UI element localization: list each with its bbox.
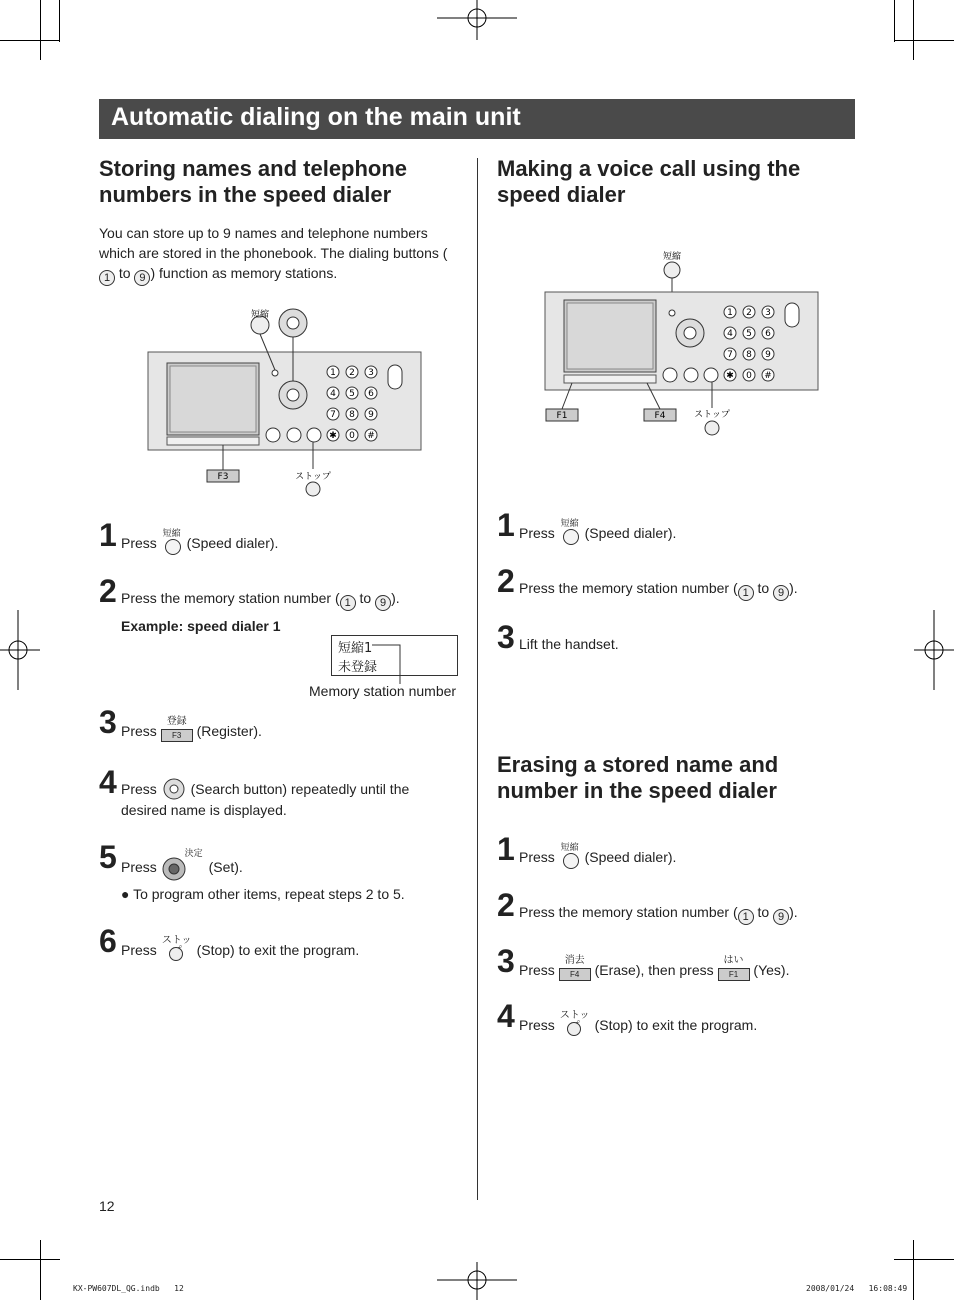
speed-dialer-key-icon: 短縮 xyxy=(161,528,183,556)
stop-key-label-right: ストップ xyxy=(694,410,730,420)
step-3-text: Press 登録 F3 (Register). xyxy=(121,716,262,744)
erase-step-1-text: Press 短縮 (Speed dialer). xyxy=(519,842,676,870)
base-unit-diagram-left xyxy=(145,305,425,500)
registration-mark-top xyxy=(437,0,517,40)
bullet-note: ● To program other items, repeat steps 2 to 5. xyxy=(121,886,405,902)
svg-text:3: 3 xyxy=(368,368,374,378)
registration-mark-right xyxy=(914,610,954,690)
key-1-icon: 1 xyxy=(738,585,754,601)
step-number: 1 xyxy=(497,507,515,543)
page-banner xyxy=(99,99,855,139)
step-4-text: Press (Search button) repeatedly until the desired name is displayed. xyxy=(121,778,421,820)
crop-mark xyxy=(894,0,895,42)
step-5-text: Press 決定 (Set). xyxy=(121,852,243,880)
intro-text-c: ) function as memory stations. xyxy=(150,265,338,281)
svg-text:#: # xyxy=(764,371,772,381)
voice-step-3-text: Lift the handset. xyxy=(519,636,619,652)
step-number: 2 xyxy=(497,887,515,923)
step-number: 6 xyxy=(99,923,117,959)
svg-text:4: 4 xyxy=(330,389,336,399)
intro-text-b: to xyxy=(115,265,135,281)
step-1-text: Press 短縮 (Speed dialer). xyxy=(121,528,278,556)
set-key-icon: 決定 xyxy=(161,852,205,880)
step-6-text: Press ストッ (Stop) to exit the program. xyxy=(121,935,359,963)
svg-text:短縮: 短縮 xyxy=(250,310,270,320)
svg-text:1: 1 xyxy=(330,368,336,378)
svg-text:4: 4 xyxy=(727,329,733,339)
crop-mark xyxy=(913,1240,914,1300)
f1-key-label: F1 xyxy=(556,411,568,421)
svg-text:7: 7 xyxy=(330,410,336,420)
section-heading-voice-call: Making a voice call using the speed dialer xyxy=(497,156,801,207)
key-9-icon: 9 xyxy=(134,270,150,286)
crop-mark xyxy=(40,0,41,60)
svg-text:9: 9 xyxy=(368,410,374,420)
crop-mark xyxy=(0,40,60,41)
key-9-icon: 9 xyxy=(375,595,391,611)
yes-key-icon: はい F1 xyxy=(718,955,750,983)
svg-text:0: 0 xyxy=(349,431,355,441)
step-number: 2 xyxy=(99,573,117,609)
svg-text:9: 9 xyxy=(765,350,771,360)
crop-mark xyxy=(894,1259,954,1260)
key-1-icon: 1 xyxy=(99,270,115,286)
erase-key-icon: 消去 F4 xyxy=(559,955,591,983)
crop-mark xyxy=(894,40,954,41)
page-number: 12 xyxy=(99,1198,115,1214)
svg-text:6: 6 xyxy=(765,329,771,339)
step-number: 3 xyxy=(497,943,515,979)
stop-key-icon: ストッ xyxy=(161,935,193,963)
speed-dialer-key-icon: 短縮 xyxy=(559,842,581,870)
page-title: Automatic dialing on the main unit xyxy=(111,103,521,131)
intro-paragraph xyxy=(99,223,449,286)
print-timestamp: 2008/01/24 16:08:49 xyxy=(806,1284,908,1293)
svg-text:#: # xyxy=(367,431,375,441)
registration-mark-left xyxy=(0,610,40,690)
section-heading-erasing: Erasing a stored name and number in the speed dialer xyxy=(497,752,779,803)
memory-station-caption: Memory station number xyxy=(309,683,457,699)
step-number: 1 xyxy=(497,831,515,867)
column-divider xyxy=(477,158,478,1200)
key-1-icon: 1 xyxy=(340,595,356,611)
voice-step-2-text: Press the memory station number ( 1 to 9 ). xyxy=(519,580,798,599)
crop-mark xyxy=(40,1240,41,1300)
svg-text:✱: ✱ xyxy=(726,371,734,381)
svg-text:2: 2 xyxy=(746,308,752,318)
step-number: 3 xyxy=(497,619,515,655)
erase-step-3-text: Press 消去 F4 (Erase), then press はい F1 (Yes). xyxy=(519,955,789,983)
speed-dialer-key-icon: 短縮 xyxy=(559,518,581,546)
stop-key-icon: ストッ xyxy=(559,1010,591,1038)
registration-mark-bottom xyxy=(437,1262,517,1300)
callout-line xyxy=(370,640,410,685)
lcd-line-2: 未登録 xyxy=(338,660,378,675)
crop-mark xyxy=(0,1259,60,1260)
svg-text:0: 0 xyxy=(746,371,752,381)
file-slug: KX-PW607DL_QG.indb 12 xyxy=(73,1284,184,1293)
crop-mark xyxy=(913,0,914,60)
svg-text:✱: ✱ xyxy=(329,431,337,441)
erase-step-4-text: Press ストッ (Stop) to exit the program. xyxy=(519,1010,757,1038)
voice-step-1-text: Press 短縮 (Speed dialer). xyxy=(519,518,676,546)
svg-text:6: 6 xyxy=(368,389,374,399)
svg-text:5: 5 xyxy=(349,389,355,399)
svg-text:2: 2 xyxy=(349,368,355,378)
intro-text-a: You can store up to 9 names and telephone numbers which are stored in the phonebook. The dialing buttons ( xyxy=(99,225,448,261)
step-2-text: Press the memory station number ( 1 to 9 ). xyxy=(121,590,400,609)
base-unit-diagram-right xyxy=(542,245,822,440)
step-number: 4 xyxy=(99,764,117,800)
step-number: 2 xyxy=(497,563,515,599)
key-9-icon: 9 xyxy=(773,909,789,925)
step-number: 1 xyxy=(99,517,117,553)
speed-key-label-right: 短縮 xyxy=(662,252,682,262)
example-label: Example: speed dialer 1 xyxy=(121,618,281,634)
f3-key-label: F3 xyxy=(217,472,229,482)
key-9-icon: 9 xyxy=(773,585,789,601)
crop-mark xyxy=(59,0,60,42)
step-number: 4 xyxy=(497,998,515,1034)
svg-text:8: 8 xyxy=(349,410,355,420)
key-1-icon: 1 xyxy=(738,909,754,925)
stop-key-label: ストップ xyxy=(295,472,331,482)
svg-text:5: 5 xyxy=(746,329,752,339)
f4-key-label: F4 xyxy=(654,411,666,421)
register-key-icon: 登録 F3 xyxy=(161,716,193,744)
search-button-icon xyxy=(161,778,187,800)
svg-text:3: 3 xyxy=(765,308,771,318)
erase-step-2-text: Press the memory station number ( 1 to 9 ). xyxy=(519,904,798,923)
svg-text:1: 1 xyxy=(727,308,733,318)
lcd-line-1: 短縮1 xyxy=(338,641,373,656)
step-number: 5 xyxy=(99,839,117,875)
step-number: 3 xyxy=(99,704,117,740)
svg-text:7: 7 xyxy=(727,350,733,360)
svg-text:8: 8 xyxy=(746,350,752,360)
section-heading-storing: Storing names and telephone numbers in the speed dialer xyxy=(99,156,408,207)
